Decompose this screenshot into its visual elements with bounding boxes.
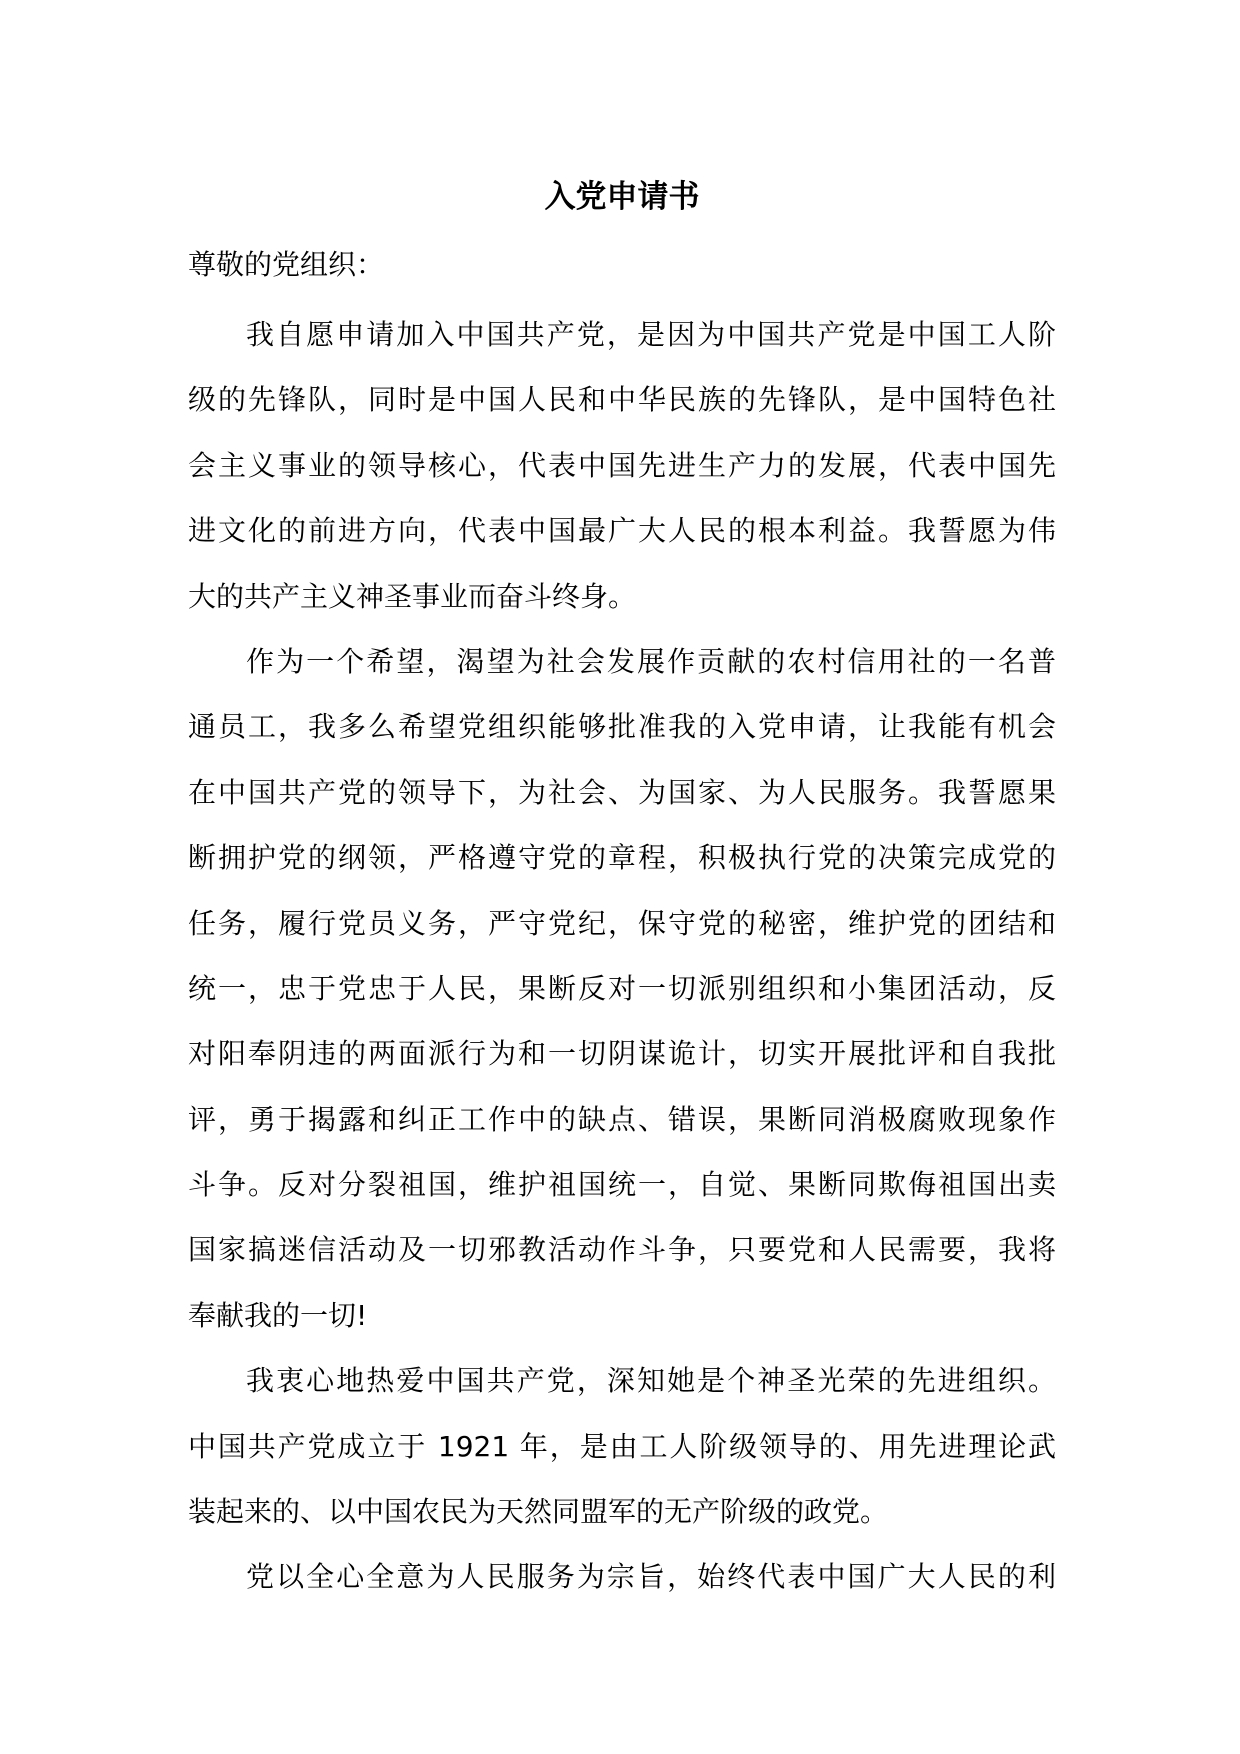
text-line: 统一，忠于党忠于人民，果断反对一切派别组织和小集团活动，反 xyxy=(188,971,1056,1005)
text-line: 断拥护党的纲领，严格遵守党的章程，积极执行党的决策完成党的 xyxy=(188,841,1056,875)
text-line: 党以全心全意为人民服务为宗旨，始终代表中国广大人民的利 xyxy=(246,1560,1056,1594)
text-line: 奉献我的一切! xyxy=(188,1298,368,1332)
text-line: 对阳奉阴违的两面派行为和一切阴谋诡计，切实开展批评和自我批 xyxy=(188,1037,1056,1071)
text-line: 我衷心地热爱中国共产党，深知她是个神圣光荣的先进组织。 xyxy=(246,1364,1056,1398)
document-body xyxy=(188,302,1056,1610)
text-line: 作为一个希望，渴望为社会发展作贡献的农村信用社的一名普 xyxy=(246,644,1056,678)
text-line: 大的共产主义神圣事业而奋斗终身。 xyxy=(188,579,637,613)
text-line: 斗争。反对分裂祖国，维护祖国统一，自觉、果断同欺侮祖国出卖 xyxy=(188,1168,1056,1202)
text-line: 我自愿申请加入中国共产党，是因为中国共产党是中国工人阶 xyxy=(246,318,1056,351)
text-line: 中国共产党成立于 1921 年，是由工人阶级领导的、用先进理论武 xyxy=(188,1429,1056,1463)
text-line: 会主义事业的领导核心，代表中国先进生产力的发展，代表中国先 xyxy=(188,448,1056,482)
text-line: 级的先锋队，同时是中国人民和中华民族的先锋队，是中国特色社 xyxy=(188,383,1056,417)
paragraph-4 xyxy=(188,1544,1056,1609)
text-line: 装起来的、以中国农民为天然同盟军的无产阶级的政党。 xyxy=(188,1495,889,1529)
paragraph-1 xyxy=(188,302,1056,629)
text-line: 通员工，我多么希望党组织能够批准我的入党申请，让我能有机会 xyxy=(188,710,1056,744)
paragraph-3 xyxy=(188,1348,1056,1544)
text-line: 任务，履行党员义务，严守党纪，保守党的秘密，维护党的团结和 xyxy=(188,906,1056,940)
text-line: 进文化的前进方向，代表中国最广大人民的根本利益。我誓愿为伟 xyxy=(188,514,1056,548)
salutation: 尊敬的党组织： xyxy=(188,248,385,281)
text-line: 评，勇于揭露和纠正工作中的缺点、错误，果断同消极腐败现象作 xyxy=(188,1102,1056,1136)
text-line: 国家搞迷信活动及一切邪教活动作斗争，只要党和人民需要，我将 xyxy=(188,1233,1056,1267)
text-line: 在中国共产党的领导下，为社会、为国家、为人民服务。我誓愿果 xyxy=(188,775,1056,809)
document-title: 入党申请书 xyxy=(544,179,700,215)
paragraph-2 xyxy=(188,629,1056,1348)
